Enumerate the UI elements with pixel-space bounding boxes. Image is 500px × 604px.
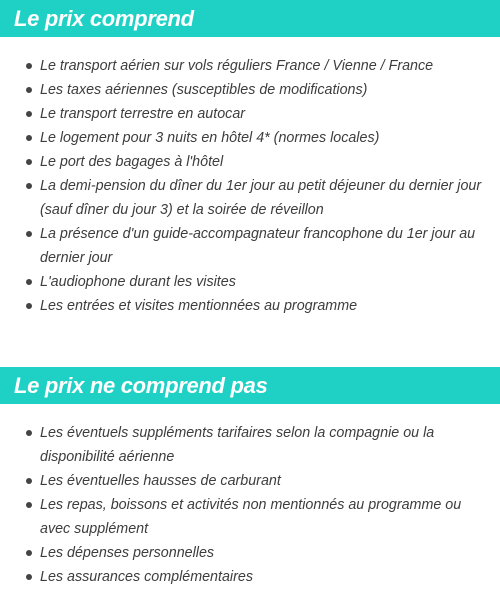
list-item-text: Le transport aérien sur vols réguliers France / Vienne / France: [40, 58, 434, 74]
list-item: [0, 102, 500, 126]
list-item: [0, 493, 500, 541]
list-item-text: Les entrées et visites mentionnées au programme: [40, 298, 358, 314]
list-item: [0, 222, 500, 270]
bullet-icon: [26, 63, 32, 69]
bullet-icon: [26, 135, 32, 141]
bullet-icon: [26, 502, 32, 508]
list-item-text: Les dépenses personnelles: [40, 545, 215, 561]
list-item-text: Le transport terrestre en autocar: [40, 106, 246, 122]
list-item: [0, 78, 500, 102]
list-item: [0, 270, 500, 294]
bullet-icon: [26, 303, 32, 309]
list-item: [0, 126, 500, 150]
list-item-text: Les assurances complémentaires: [40, 569, 253, 585]
excluded-header: [0, 367, 500, 404]
included-list: [0, 54, 500, 318]
excluded-title: Le prix ne comprend pas: [14, 372, 268, 398]
bullet-icon: [26, 279, 32, 285]
list-item: [0, 150, 500, 174]
bullet-icon: [26, 550, 32, 556]
list-item-text: Les repas, boissons et activités non mentionnés au programme ou avec supplément: [40, 497, 462, 537]
list-item: [0, 565, 500, 589]
bullet-icon: [26, 111, 32, 117]
list-item-text: Les taxes aériennes (susceptibles de modifications): [40, 82, 368, 98]
list-item-text: Le port des bagages à l'hôtel: [40, 154, 224, 170]
list-item: [0, 174, 500, 222]
list-item-text: La présence d'un guide-accompagnateur francophone du 1er jour au dernier jour: [40, 226, 476, 266]
list-item: [0, 54, 500, 78]
list-item-text: Les éventuelles hausses de carburant: [40, 473, 281, 489]
bullet-icon: [26, 87, 32, 93]
excluded-section: [0, 367, 500, 589]
list-item: [0, 421, 500, 469]
list-item: [0, 469, 500, 493]
list-item: [0, 541, 500, 565]
bullet-icon: [26, 183, 32, 189]
bullet-icon: [26, 478, 32, 484]
included-header: [0, 0, 500, 37]
excluded-list: [0, 421, 500, 589]
bullet-icon: [26, 430, 32, 436]
bullet-icon: [26, 231, 32, 237]
list-item-text: Les éventuels suppléments tarifaires selon la compagnie ou la disponibilité aérienne: [40, 425, 435, 465]
list-item: [0, 294, 500, 318]
list-item-text: La demi-pension du dîner du 1er jour au petit déjeuner du dernier jour (sauf dîner du jour 3) et la soirée de réveillon: [40, 178, 482, 218]
included-title: Le prix comprend: [14, 5, 194, 31]
bullet-icon: [26, 574, 32, 580]
bullet-icon: [26, 159, 32, 165]
list-item-text: L'audiophone durant les visites: [40, 274, 236, 290]
list-item-text: Le logement pour 3 nuits en hôtel 4* (normes locales): [40, 130, 380, 146]
